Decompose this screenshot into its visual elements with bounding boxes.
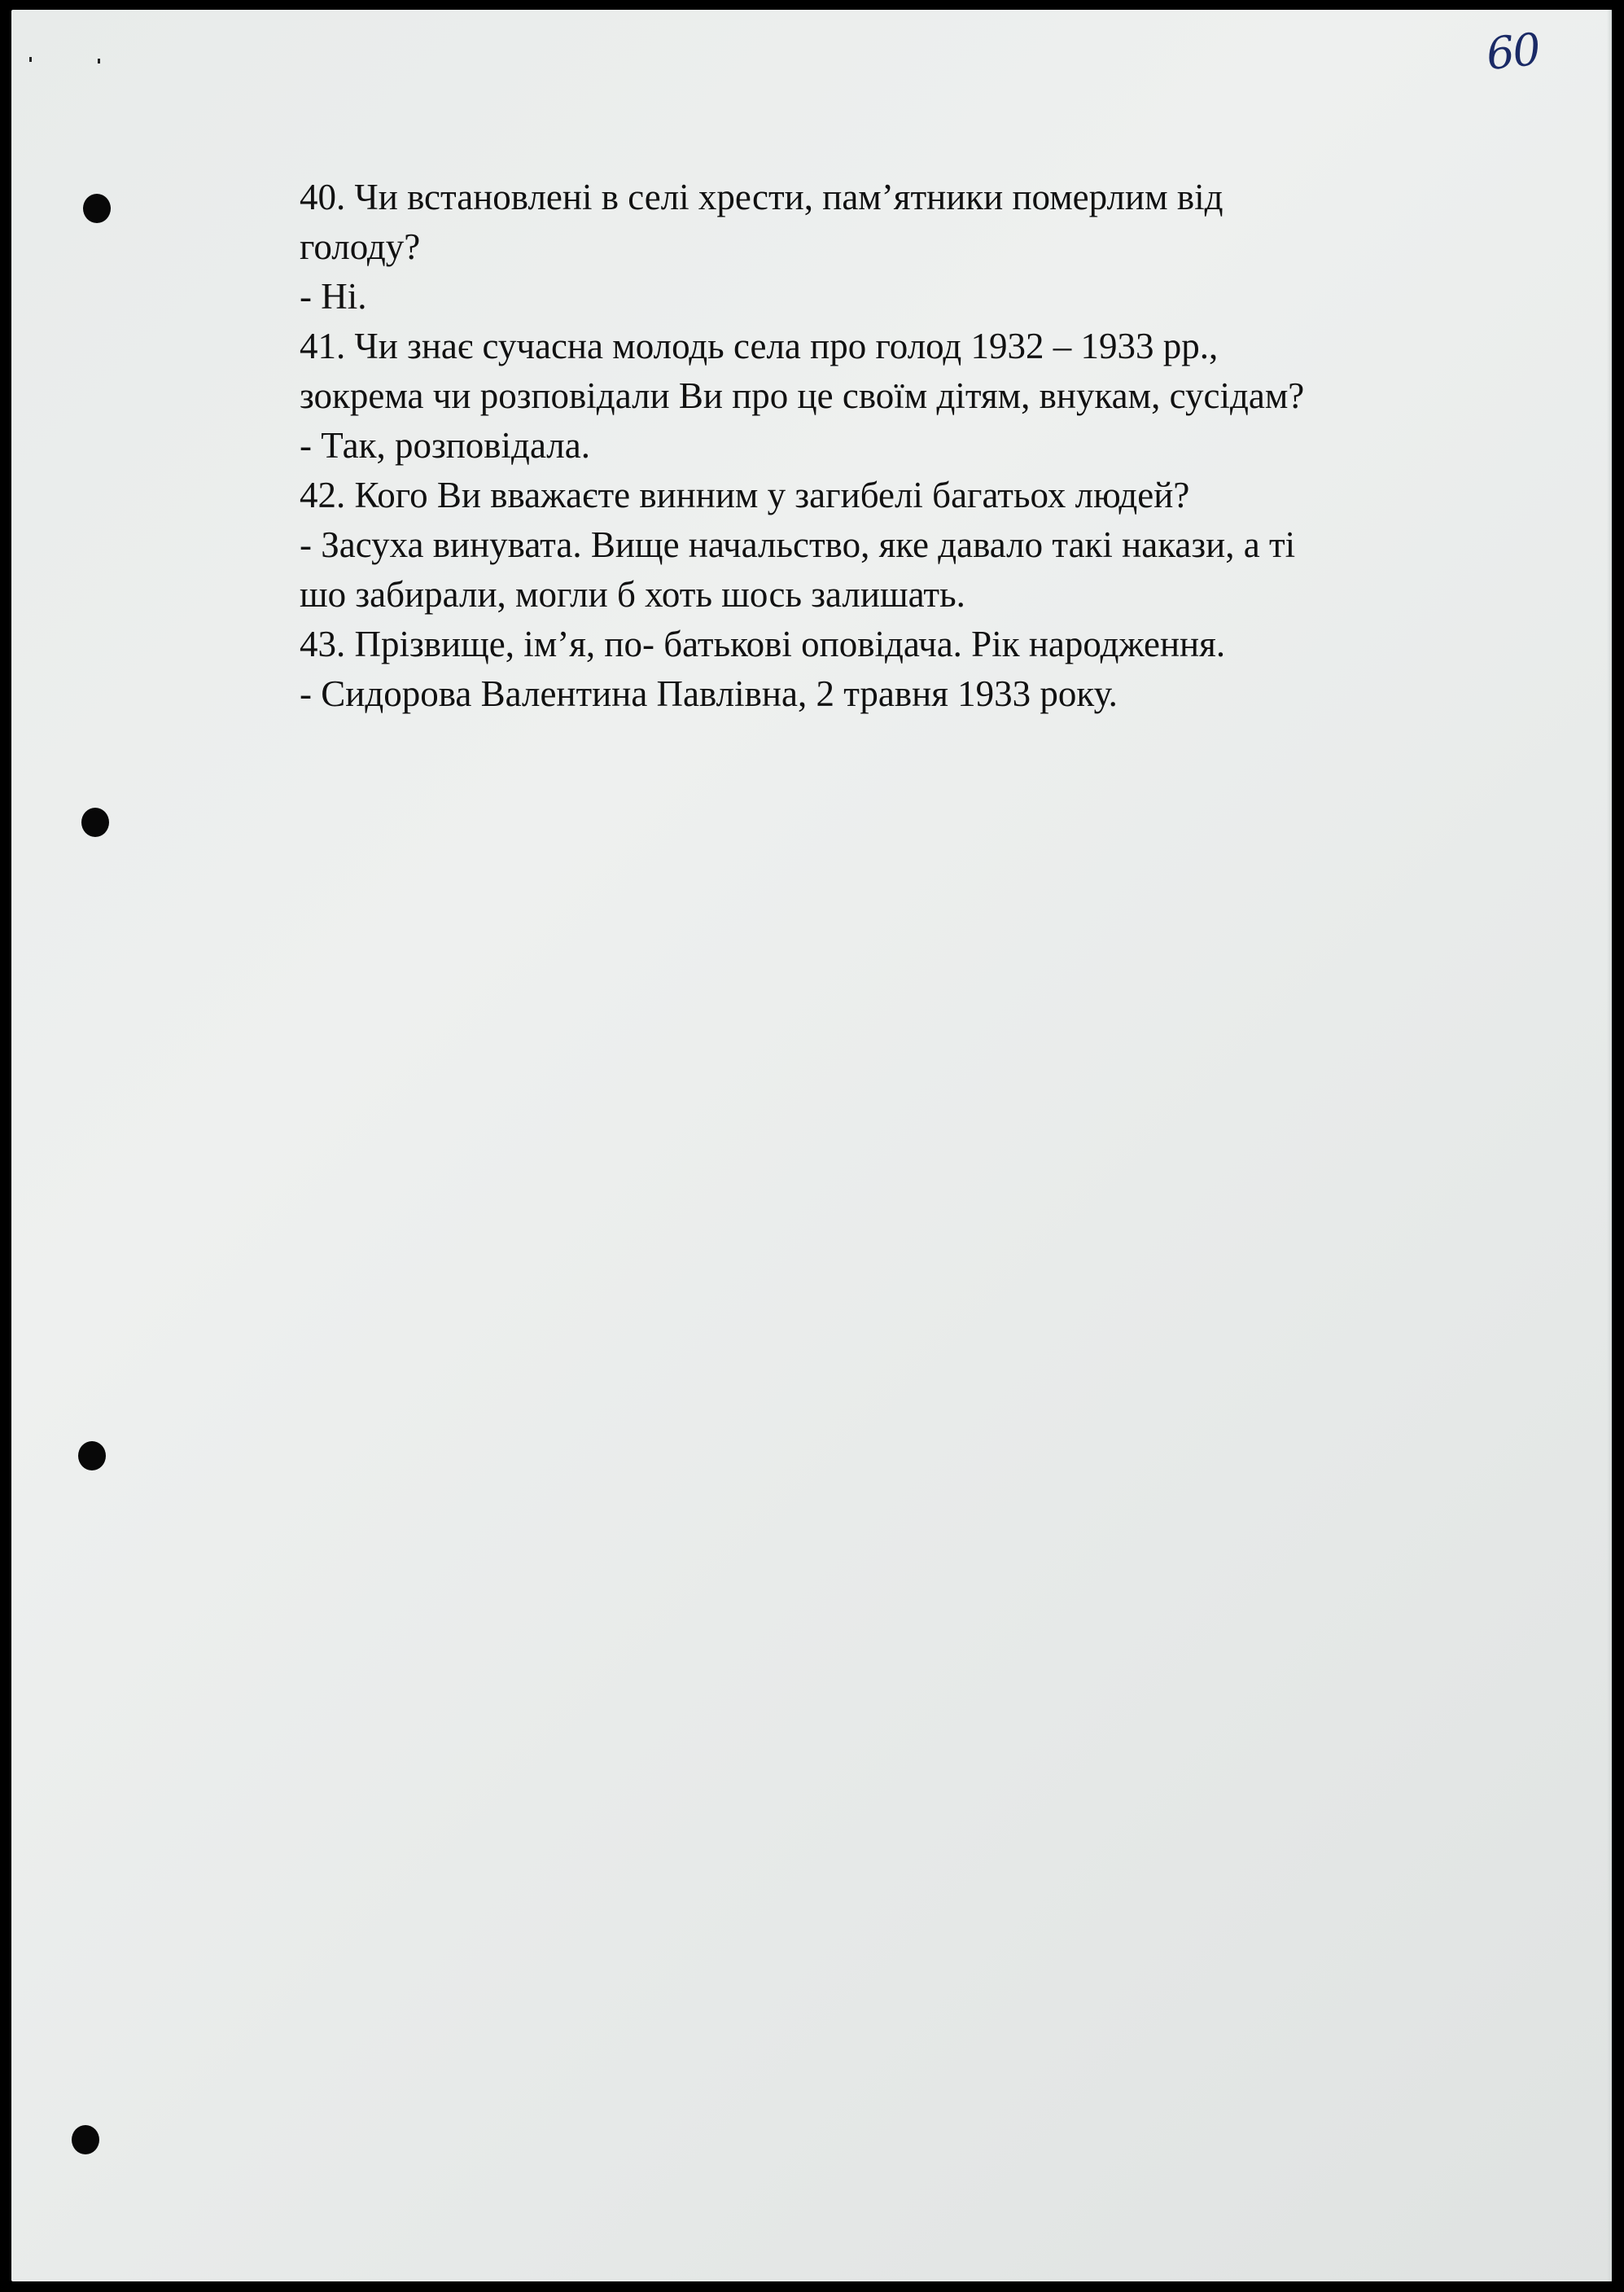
answer-43: - Сидорова Валентина Павлівна, 2 травня 1933 року. (300, 673, 1118, 714)
answer-42-line-1: - Засуха винувата. Вище начальство, яке давало такі накази, а ті (300, 524, 1296, 565)
document-page (11, 10, 1612, 2281)
handwritten-page-number: 60 (1483, 23, 1542, 81)
page-edge-shadow (1607, 10, 1612, 2281)
question-41-line-1: 41. Чи знає сучасна молодь села про голод 1932 – 1933 рр., (300, 326, 1219, 366)
question-42: 42. Кого Ви вважаєте винним у загибелі багатьох людей? (300, 475, 1190, 515)
answer-40: - Ні. (300, 276, 367, 317)
answer-41: - Так, розповідала. (300, 425, 590, 466)
punch-hole (83, 194, 111, 223)
punch-hole (72, 2125, 99, 2154)
question-41-line-2: зокрема чи розповідали Ви про це своїм дітям, внукам, сусідам? (300, 375, 1305, 416)
scan-speck (98, 59, 100, 64)
question-40-line-1: 40. Чи встановлені в селі хрести, пам’ятники померлим від (300, 177, 1223, 217)
scan-speck (29, 57, 32, 62)
question-43: 43. Прізвище, ім’я, по- батькові оповідача. Рік народження. (300, 624, 1226, 664)
punch-hole (81, 808, 109, 837)
answer-42-line-2: шо забирали, могли б хоть шось залишать. (300, 574, 965, 615)
question-40-line-2: голоду? (300, 226, 421, 267)
interview-text (300, 173, 1521, 719)
punch-hole (78, 1441, 106, 1470)
